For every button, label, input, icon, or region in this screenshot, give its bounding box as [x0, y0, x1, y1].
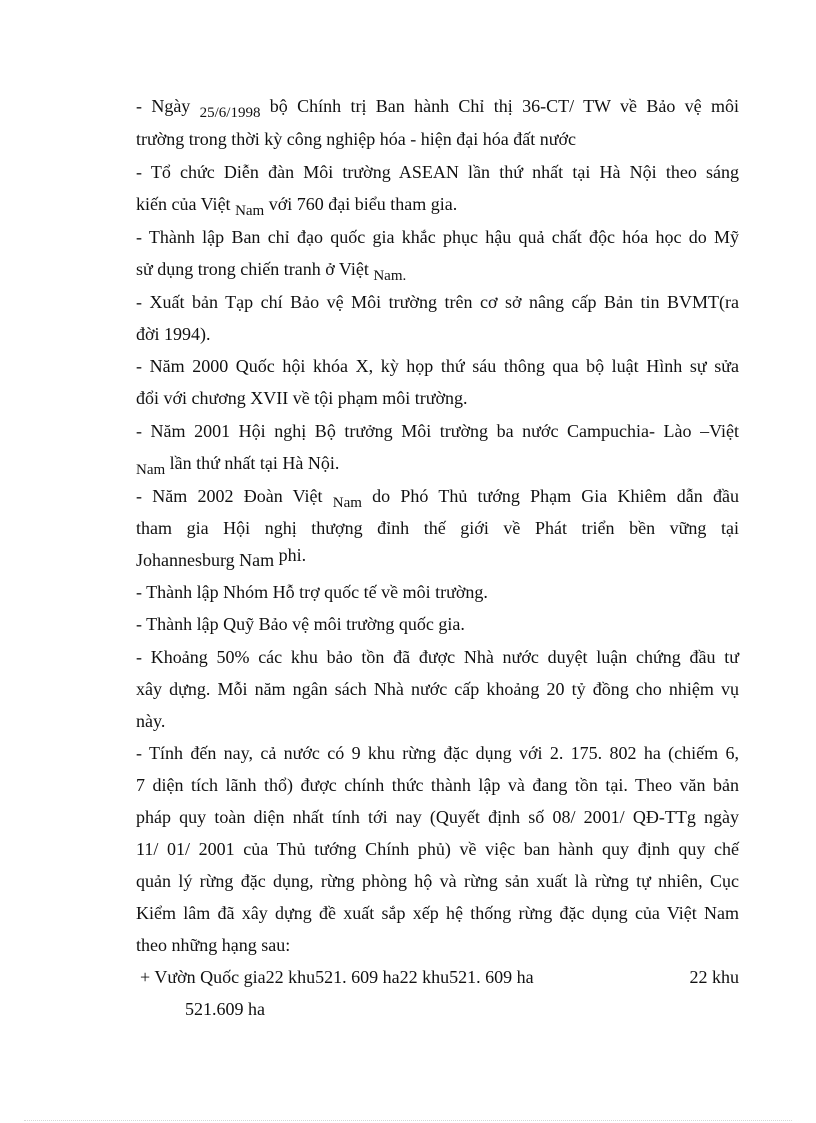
text-line: này. [136, 711, 166, 731]
text-line: - Tổ chức Diễn đàn Môi trường ASEAN lần thứ nhất tại Hà Nội theo sáng [136, 162, 739, 182]
text-line: trường trong thời kỳ công nghiệp hóa - hiện đại hóa đất nước [136, 129, 576, 149]
text-line: - Thành lập Quỹ Bảo vệ môi trường quốc gia. [136, 614, 465, 634]
text-line: 11/ 01/ 2001 của Thủ tướng Chính phủ) về việc ban hành quy định quy chế [136, 839, 739, 859]
text-line: - Năm 2002 Đoàn Việt $_{Nam}$ do Phó Thủ tướng Phạm Gia Khiêm dẫn đầu [136, 486, 739, 511]
text-line: Johannesburg Nam phi. [136, 545, 307, 570]
text-line: - Thành lập Ban chỉ đạo quốc gia khắc phục hậu quả chất độc hóa học do Mỹ [136, 227, 739, 247]
list-item-text: 521.609 ha [185, 999, 265, 1019]
text-line: - Năm 2000 Quốc hội khóa X, kỳ họp thứ sáu thông qua bộ luật Hình sự sửa [136, 356, 739, 376]
text-line: sử dụng trong chiến tranh ở Việt $_{Nam.}$ [136, 259, 407, 284]
text-line: - Thành lập Nhóm Hỗ trợ quốc tế về môi trường. [136, 582, 488, 602]
date-text: 25/6/1998 [199, 105, 261, 121]
text-line: đổi với chương XVII về tội phạm môi trường. [136, 388, 468, 408]
text-line: quản lý rừng đặc dụng, rừng phòng hộ và rừng sản xuất là rừng tự nhiên, Cục [136, 871, 739, 891]
list-item-text: + Vườn Quốc gia22 khu521. 609 ha22 khu521. 609 ha [140, 967, 534, 987]
text-line: - Xuất bản Tạp chí Bảo vệ Môi trường trên cơ sở nâng cấp Bản tin BVMT(ra [136, 292, 739, 312]
page-bottom-divider [24, 1120, 792, 1121]
text-line: - Ngày $_{25/6/1998}$ bộ Chính trị Ban hành Chỉ thị 36-CT/ TW về Bảo vệ môi [136, 96, 739, 121]
text-line: kiến của Việt $_{Nam}$ với 760 đại biểu tham gia. [136, 194, 458, 219]
text-line: xây dựng. Mỗi năm ngân sách Nhà nước cấp khoảng 20 tỷ đồng cho nhiệm vụ [136, 679, 739, 699]
text-line: Kiểm lâm đã xây dựng đề xuất sắp xếp hệ thống rừng đặc dụng của Việt Nam [136, 903, 739, 923]
text-line: $_{Nam}$ lần thứ nhất tại Hà Nội. [136, 453, 340, 478]
text-line: pháp quy toàn diện nhất tính tới nay (Quyết định số 08/ 2001/ QĐ-TTg ngày [136, 807, 739, 827]
text-line: đời 1994). [136, 324, 211, 344]
text-line: - Tính đến nay, cả nước có 9 khu rừng đặc dụng với 2. 175. 802 ha (chiếm 6, [136, 743, 739, 763]
text-line: theo những hạng sau: [136, 935, 291, 955]
text-line: - Năm 2001 Hội nghị Bộ trưởng Môi trường ba nước Campuchia- Lào –Việt [136, 421, 739, 441]
text-line: - Khoảng 50% các khu bảo tồn đã được Nhà nước duyệt luận chứng đầu tư [136, 647, 739, 667]
text-line: tham gia Hội nghị thượng đỉnh thế giới về Phát triển bền vững tại [136, 518, 739, 538]
list-item-value: 22 khu [689, 967, 739, 987]
text-line: 7 diện tích lãnh thổ) được chính thức thành lập và đang tồn tại. Theo văn bản [136, 775, 739, 795]
